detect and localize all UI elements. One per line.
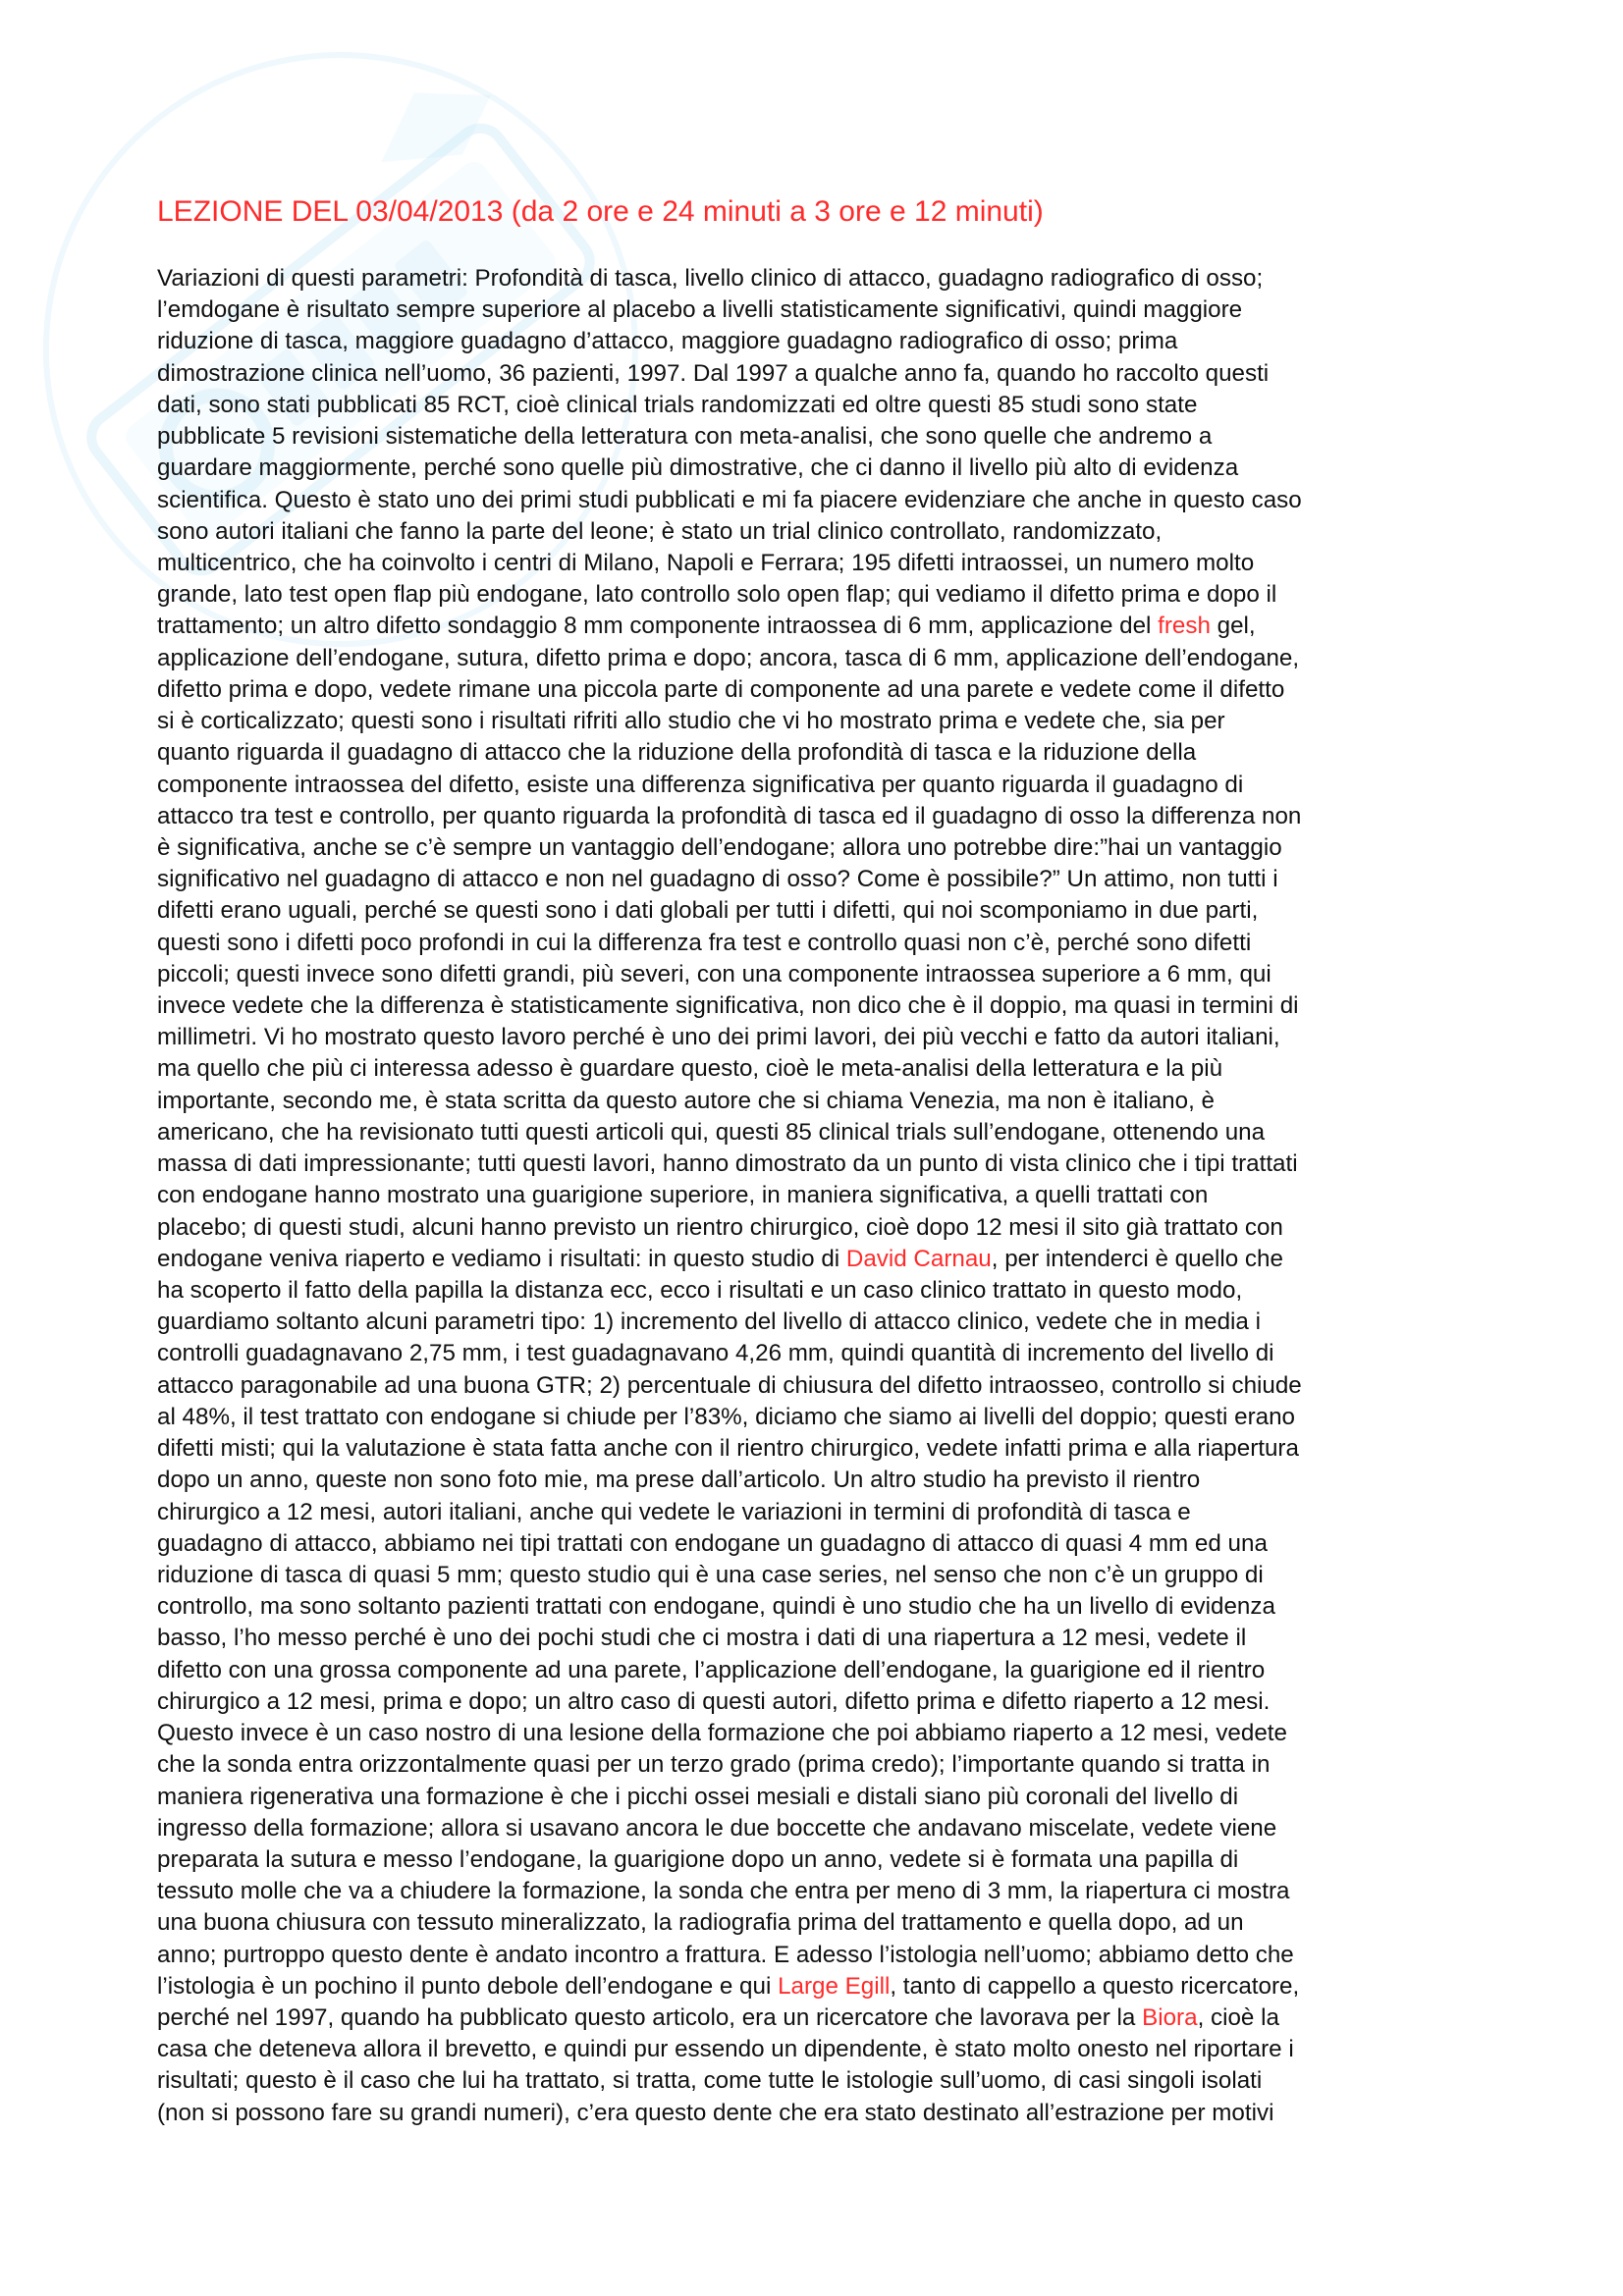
body-line: è significativa, anche se c’è sempre un vantaggio dell’endogane; allora uno potrebbe dire:”hai un vantaggio <box>157 833 1282 861</box>
body-line: ingresso della formazione; allora si usavano ancora le due boccette che andavano miscelate, vedete viene <box>157 1814 1277 1842</box>
body-line: pubblicate 5 revisioni sistematiche della letteratura con meta-analisi, che sono quelle che andremo a <box>157 423 1213 451</box>
body-line: significativo nel guadagno di attacco e non nel guadagno di osso? Come è possibile?” Un attimo, non tutti i <box>157 866 1278 893</box>
body-line: maniera rigenerativa una formazione è che i picchi ossei mesiali e distali siano più coronali del livello di <box>157 1783 1239 1810</box>
body-line: riduzione di tasca, maggiore guadagno d’attacco, maggiore guadagno radiografico di osso; prima <box>157 328 1178 355</box>
body-line: con endogane hanno mostrato una guarigione superiore, in maniera significativa, a quelli trattati con <box>157 1182 1209 1209</box>
body-line: Variazioni di questi parametri: Profondità di tasca, livello clinico di attacco, guadagno radiografico di osso; <box>157 265 1264 292</box>
body-line: tessuto molle che va a chiudere la formazione, la sonda che entra per meno di 3 mm, la riapertura ci mostra <box>157 1878 1290 1905</box>
body-line: sono autori italiani che fanno la parte del leone; è stato un trial clinico controllato, randomizzato, <box>157 517 1163 545</box>
body-line: l’emdogane è risultato sempre superiore al placebo a livelli statisticamente significativi, quindi maggiore <box>157 296 1243 324</box>
body-line: una buona chiusura con tessuto mineralizzato, la radiografia prima del trattamento e quella dopo, ad un <box>157 1909 1244 1937</box>
body-line: anno; purtroppo questo dente è andato incontro a frattura. E adesso l’istologia nell’uomo; abbiamo detto che <box>157 1941 1294 1968</box>
body-line: al 48%, il test trattato con endogane si chiude per l’83%, diciamo che siamo ai livelli del doppio; questi erano <box>157 1403 1295 1430</box>
body-line: dopo un anno, queste non sono foto mie, ma prese dall’articolo. Un altro studio ha previsto il rientro <box>157 1467 1201 1494</box>
body-line: quanto riguarda il guadagno di attacco che la riduzione della profondità di tasca e la riduzione della <box>157 739 1197 767</box>
body-line: questi sono i difetti poco profondi in cui la differenza fra test e controllo quasi non c’è, perché sono difetti <box>157 929 1252 956</box>
document-title: LEZIONE DEL 03/04/2013 (da 2 ore e 24 minuti a 3 ore e 12 minuti) <box>157 195 1044 228</box>
body-line: riduzione di tasca di quasi 5 mm; questo studio qui è una case series, nel senso che non c’è un gruppo di <box>157 1561 1264 1588</box>
body-line: risultati; questo è il caso che lui ha trattato, si tratta, come tutte le istologie sull’uomo, di casi singoli isolati <box>157 2067 1263 2095</box>
body-line: attacco paragonabile ad una buona GTR; 2) percentuale di chiusura del difetto intraosseo, controllo si chiude <box>157 1371 1302 1399</box>
body-line: ha scoperto il fatto della papilla la distanza ecc, ecco i risultati e un caso clinico trattato in questo modo, <box>157 1277 1243 1304</box>
body-line: invece vedete che la differenza è statisticamente significativa, non dico che è il doppio, ma quasi in termini di <box>157 992 1299 1020</box>
body-line: si è corticalizzato; questi sono i risultati rifriti allo studio che vi ho mostrato prima e vedete che, sia per <box>157 708 1225 735</box>
body-line: preparata la sutura e messo l’endogane, la guarigione dopo un anno, vedete si è formata una papilla di <box>157 1845 1239 1873</box>
body-line: multicentrico, che ha coinvolto i centri di Milano, Napoli e Ferrara; 195 difetti intraossei, un numero molto <box>157 549 1255 576</box>
highlighted-term: David Carnau <box>845 1245 992 1272</box>
body-line: scientifica. Questo è stato uno dei primi studi pubblicati e mi fa piacere evidenziare che anche in questo caso <box>157 486 1302 513</box>
body-line: (non si possono fare su grandi numeri), c’era questo dente che era stato destinato all’estrazione per motivi <box>157 2099 1274 2126</box>
highlighted-term: Large Egill <box>778 1972 891 2000</box>
body-line: difetti erano uguali, perché se questi sono i dati globali per tutti i difetti, qui noi scomponiamo in due parti, <box>157 897 1259 925</box>
body-line: che la sonda entra orizzontalmente quasi per un terzo grado (prima credo); l’importante quando si tratta in <box>157 1751 1271 1779</box>
body-line: trattamento; un altro difetto sondaggio 8 mm componente intraossea di 6 mm, applicazione del fresh gel, <box>157 613 1256 640</box>
body-line: l’istologia è un pochino il punto debole dell’endogane e qui Large Egill, tanto di cappello a questo ricercatore, <box>157 1972 1300 2000</box>
body-line: difetto con una grossa componente ad una parete, l’applicazione dell’endogane, la guarigione ed il rientro <box>157 1656 1266 1683</box>
body-line: chirurgico a 12 mesi, autori italiani, anche qui vedete le variazioni in termini di profondità di tasca e <box>157 1498 1191 1525</box>
highlighted-term: fresh <box>1158 613 1211 640</box>
body-line: perché nel 1997, quando ha pubblicato questo articolo, era un ricercatore che lavorava per la Biora, cioè la <box>157 2004 1279 2032</box>
body-line: ma quello che più ci interessa adesso è guardare questo, cioè le meta-analisi della letteratura e la più <box>157 1055 1223 1083</box>
body-line: endogane veniva riaperto e vediamo i risultati: in questo studio di David Carnau, per intenderci è quello che <box>157 1245 1283 1272</box>
body-line: grande, lato test open flap più endogane, lato controllo solo open flap; qui vediamo il difetto prima e dopo il <box>157 581 1277 609</box>
body-line: difetti misti; qui la valutazione è stata fatta anche con il rientro chirurgico, vedete infatti prima e alla riapertura <box>157 1435 1299 1463</box>
body-line: chirurgico a 12 mesi, prima e dopo; un altro caso di questi autori, difetto prima e difetto riaperto a 12 mesi. <box>157 1687 1271 1715</box>
body-line: dati, sono stati pubblicati 85 RCT, cioè clinical trials randomizzati ed oltre questi 85 studi sono state <box>157 391 1198 418</box>
body-line: guadagno di attacco, abbiamo nei tipi trattati con endogane un guadagno di attacco di quasi 4 mm ed una <box>157 1529 1268 1557</box>
body-text <box>157 263 1485 2129</box>
body-line: piccoli; questi invece sono difetti grandi, più severi, con una componente intraossea superiore a 6 mm, qui <box>157 960 1271 988</box>
body-line: guardare maggiormente, perché sono quelle più dimostrative, che ci danno il livello più alto di evidenza <box>157 454 1239 482</box>
body-line: controllo, ma sono soltanto pazienti trattati con endogane, quindi è uno studio che ha un livello di evidenza <box>157 1593 1275 1621</box>
highlighted-term: Biora <box>1142 2004 1198 2032</box>
body-line: massa di dati impressionante; tutti questi lavori, hanno dimostrato da un punto di vista clinico che i tipi trattati <box>157 1150 1298 1178</box>
body-line: casa che deteneva allora il brevetto, e quindi pur essendo un dipendente, è stato molto onesto nel riportare i <box>157 2036 1294 2063</box>
body-line: difetto prima e dopo, vedete rimane una piccola parte di componente ad una parete e vedete come il difetto <box>157 675 1285 703</box>
body-line: controlli guadagnavano 2,75 mm, i test guadagnavano 4,26 mm, quindi quantità di incremento del livello di <box>157 1340 1274 1367</box>
body-line: americano, che ha revisionato tutti questi articoli qui, questi 85 clinical trials sull’endogane, ottenendo una <box>157 1118 1266 1146</box>
body-line: basso, l’ho messo perché è uno dei pochi studi che ci mostra i dati di una riapertura a 12 mesi, vedete il <box>157 1625 1247 1652</box>
body-line: millimetri. Vi ho mostrato questo lavoro perché è uno dei primi lavori, dei più vecchi e fatto da autori italiani, <box>157 1024 1280 1051</box>
body-line: dimostrazione clinica nell’uomo, 36 pazienti, 1997. Dal 1997 a qualche anno fa, quando ho raccolto questi <box>157 359 1270 387</box>
body-line: Questo invece è un caso nostro di una lesione della formazione che poi abbiamo riaperto a 12 mesi, vedete <box>157 1720 1287 1747</box>
body-line: importante, secondo me, è stata scritta da questo autore che si chiama Venezia, ma non è italiano, è <box>157 1087 1215 1114</box>
body-line: componente intraossea del difetto, esiste una differenza significativa per quanto riguarda il guadagno di <box>157 771 1244 798</box>
body-line: placebo; di questi studi, alcuni hanno previsto un rientro chirurgico, cioè dopo 12 mesi il sito già trattato con <box>157 1213 1283 1241</box>
body-line: attacco tra test e controllo, per quanto riguarda la profondità di tasca ed il guadagno di osso la differenza non <box>157 802 1302 829</box>
body-line: applicazione dell’endogane, sutura, difetto prima e dopo; ancora, tasca di 6 mm, applicazione dell’endogane, <box>157 644 1300 671</box>
body-line: guardiamo soltanto alcuni parametri tipo: 1) incremento del livello di attacco clinico, vedete che in media i <box>157 1308 1261 1336</box>
